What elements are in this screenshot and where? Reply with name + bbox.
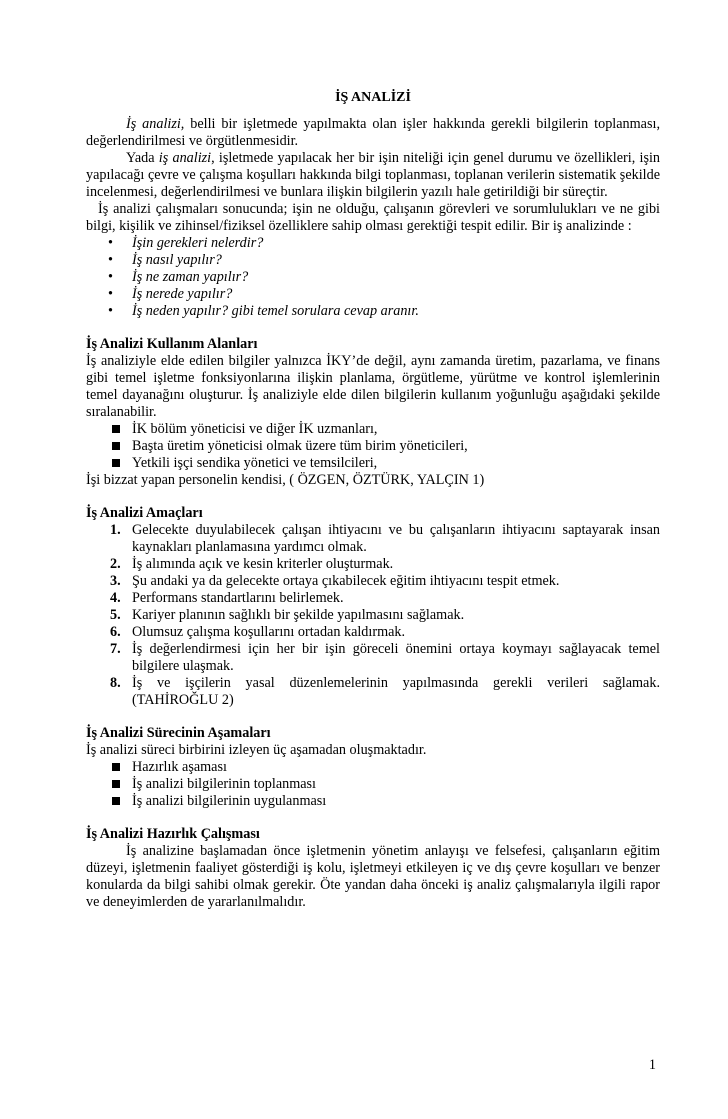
list-item: 8. İş ve işçilerin yasal düzenlemelerinin yapılmasında gerekli verileri sağlamak. (TAHİROĞLU 2) [110, 675, 660, 708]
page-number: 1 [648, 1057, 656, 1073]
bullet-icon: • [108, 252, 113, 268]
prep-heading: İş Analizi Hazırlık Çalışması [86, 826, 260, 842]
list-item: İş analizi bilgilerinin toplanması [86, 776, 660, 793]
list-item: İK bölüm yöneticisi ve diğer İK uzmanları, [86, 421, 660, 438]
square-bullet-icon [112, 780, 120, 788]
intro-p2-text: , işletmede yapılacak her bir işin niteliği için genel durumu ve özellikleri, işin yapılacağı çevre ve çalışma koşulları hakkında bilgi toplanması, toplanan verilerin sistematik şekilde incelenmesi, değerlendirilmesi ve bunlara ilişkin bilgilerin yazılı hale getirildiği bir süreçtir. [86, 150, 660, 200]
square-bullet-icon [112, 459, 120, 467]
usage-list [86, 421, 660, 472]
stages-paragraph: İş analizi süreci birbirini izleyen üç aşamadan oluşmaktadır. [86, 742, 427, 758]
page-title: İŞ ANALİZİ [335, 90, 411, 105]
square-bullet-icon [112, 425, 120, 433]
list-item: • İş nerede yapılır? [108, 286, 233, 302]
intro-paragraph-2 [86, 150, 660, 201]
list-item: • İş neden yapılır? gibi temel sorulara cevap aranır. [108, 303, 419, 319]
intro-term: İş analizi, [126, 116, 185, 132]
bullet-icon: • [108, 303, 113, 319]
usage-paragraph: İş analiziyle elde edilen bilgiler yalnızca İKY’de değil, aynı zamanda üretim, pazarlama, ve finans gibi temel işletme fonksiyonlarına ilişkin planlama, örgütleme, yürütme ve kontrol işlemlerinin temel dayanağını oluşturur. İş analiziyle elde dilen bilgilerin kullanım yoğunluğu aşağıdaki şekilde sıralanabilir. [86, 353, 660, 420]
list-item: Hazırlık aşaması [86, 759, 660, 776]
list-item: 2. İş alımında açık ve kesin kriterler oluşturmak. [110, 556, 394, 572]
document-page [0, 89, 728, 1119]
square-bullet-icon [112, 797, 120, 805]
stages-heading: İş Analizi Sürecinin Aşamaları [86, 725, 271, 741]
bullet-icon: • [108, 286, 113, 302]
intro-paragraph-1 [86, 116, 660, 150]
bullet-icon: • [108, 269, 113, 285]
square-bullet-icon [112, 763, 120, 771]
list-item: • İşin gerekleri nelerdir? [108, 235, 264, 251]
list-item: İş analizi bilgilerinin uygulanması [86, 793, 660, 810]
intro-p2-term: iş analizi [158, 150, 212, 166]
list-item: 3. Şu andaki ya da gelecekte ortaya çıkabilecek eğitim ihtiyacını tespit etmek. [110, 573, 560, 589]
list-item: Yetkili işçi sendika yönetici ve temsilcileri, [86, 455, 660, 472]
usage-heading: İş Analizi Kullanım Alanları [86, 336, 258, 352]
list-item: Başta üretim yöneticisi olmak üzere tüm birim yöneticileri, [86, 438, 660, 455]
list-item: • İş ne zaman yapılır? [108, 269, 249, 285]
intro-p2-lead: Yada [126, 150, 159, 166]
intro-paragraph-3: İş analizi çalışmaları sonucunda; işin ne olduğu, çalışanın görevleri ve sorumlulukları ve ne gibi bilgi, kişilik ve zihinsel/fiziksel özelliklere sahip olması gerektiği tespit edilir. Bir iş analizinde : [86, 201, 660, 234]
list-item: 4. Performans standartlarını belirlemek. [110, 590, 344, 606]
usage-after: İşi bizzat yapan personelin kendisi, ( ÖZGEN, ÖZTÜRK, YALÇIN 1) [86, 472, 485, 488]
goals-heading: İş Analizi Amaçları [86, 505, 203, 521]
square-bullet-icon [112, 442, 120, 450]
list-item: • İş nasıl yapılır? [108, 252, 222, 268]
question-list [86, 235, 660, 320]
list-item: 5. Kariyer planının sağlıklı bir şekilde yapılmasını sağlamak. [110, 607, 465, 623]
prep-paragraph: İş analizine başlamadan önce işletmenin yönetim anlayışı ve felsefesi, çalışanların eğitim düzeyi, işletmenin faaliyet gösterdiği iş kolu, işletmeyi etkileyen iç ve dış çevre koşulları ve benzer konularda da bilgi sahibi olmak gerekir. Öte yandan daha önceki iş analiz çalışmalarıyla ilgili rapor ve deneyimlerden de yararlanılmalıdır. [86, 843, 660, 910]
goals-list [86, 522, 660, 709]
list-item: 7. İş değerlendirmesi için her bir işin göreceli önemini ortaya koymayı sağlayacak temel bilgilere ulaşmak. [110, 641, 660, 674]
bullet-icon: • [108, 235, 113, 251]
list-item: 1. Gelecekte duyulabilecek çalışan ihtiyacını ve bu çalışanların ihtiyacını saptayarak insan kaynakları planlamasına yardımcı olmak. [110, 522, 660, 555]
stages-list [86, 759, 660, 810]
intro-p1-text: belli bir işletmede yapılmakta olan işler hakkında gerekli bilgilerin toplanması, değerlendirilmesi ve örgütlenmesidir. [86, 116, 660, 149]
list-item: 6. Olumsuz çalışma koşullarını ortadan kaldırmak. [110, 624, 406, 640]
